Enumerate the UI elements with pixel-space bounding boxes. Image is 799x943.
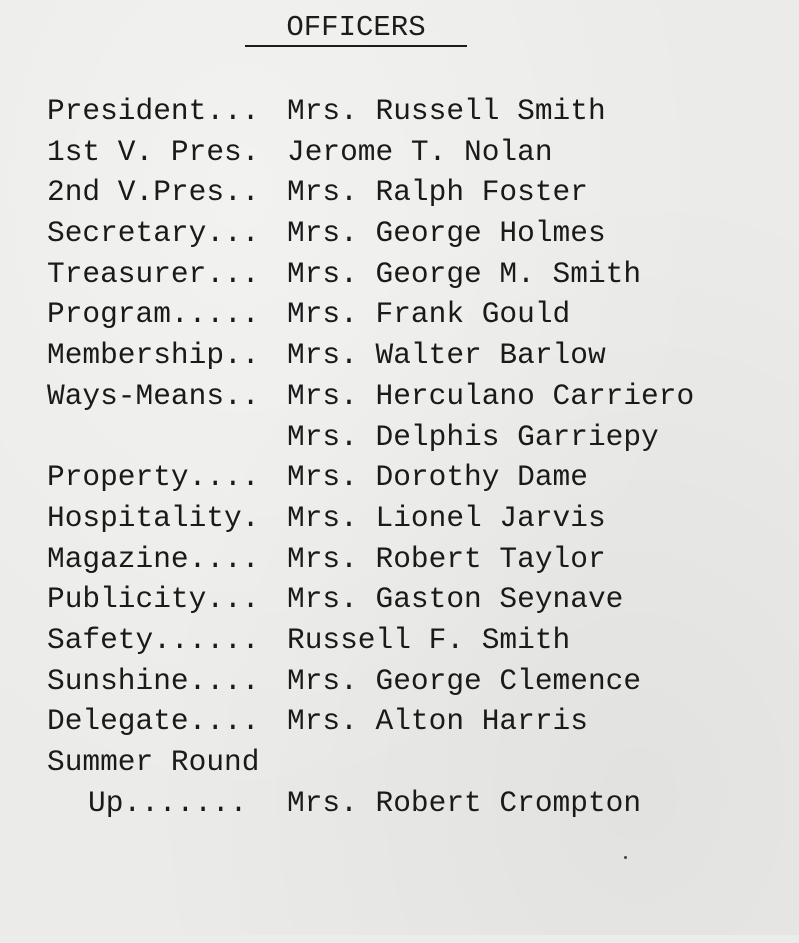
officer-row-program [47, 294, 787, 335]
officers-list [47, 91, 787, 823]
officer-name: Mrs. George M. Smith [287, 256, 642, 291]
officer-row-safety [47, 620, 787, 661]
paper-speck [624, 856, 627, 859]
officer-name: Mrs. Ralph Foster [287, 175, 588, 210]
officer-name: Mrs. Gaston Seynave [287, 582, 624, 617]
officer-row-sunshine [47, 661, 787, 702]
officer-row-membership [47, 335, 787, 376]
office-title: 1st V. Pres. [47, 134, 260, 169]
officer-row-hospitality [47, 498, 787, 539]
officer-row-delegate [47, 701, 787, 742]
office-title: Program..... [47, 297, 260, 332]
office-title: Treasurer... [47, 256, 260, 291]
office-title: President... [47, 94, 260, 128]
officer-row-secretary [47, 213, 787, 254]
officer-name: Mrs. Walter Barlow [287, 338, 606, 373]
officer-row-magazine [47, 539, 787, 580]
office-title: Hospitality. [47, 500, 260, 535]
office-title: Magazine.... [47, 541, 260, 576]
office-title: Sunshine.... [47, 663, 260, 698]
office-title: Safety...... [47, 622, 260, 657]
officer-name: Mrs. Lionel Jarvis [287, 500, 606, 535]
officer-row-summer-round [47, 742, 787, 783]
officer-name: Mrs. Robert Taylor [287, 541, 606, 576]
officer-name: Mrs. Robert Crompton [287, 785, 642, 820]
office-title: Secretary... [47, 216, 260, 251]
office-title: Membership.. [47, 338, 260, 373]
office-title: Ways-Means.. [47, 378, 260, 413]
officer-name: Mrs. George Holmes [287, 216, 606, 251]
officer-row-summer-round-up [47, 783, 787, 824]
officer-row-second-vice-president [47, 172, 787, 213]
office-title: Delegate.... [47, 704, 260, 739]
officer-row-property [47, 457, 787, 498]
officer-name: Mrs. Russell Smith [287, 94, 606, 128]
officer-row-ways-means [47, 376, 787, 417]
heading-block [245, 12, 467, 44]
officer-name: Mrs. Herculano Carriero [287, 378, 695, 413]
page-title: OFFICERS [286, 11, 426, 44]
officer-name: Mrs. Dorothy Dame [287, 460, 588, 495]
officer-name: Russell F. Smith [287, 622, 571, 657]
officer-name: Mrs. Alton Harris [287, 704, 588, 739]
officer-name: Mrs. Frank Gould [287, 297, 571, 332]
officer-name: Jerome T. Nolan [287, 134, 553, 169]
officer-row-publicity [47, 579, 787, 620]
officer-name: Mrs. George Clemence [287, 663, 642, 698]
office-title: Property.... [47, 460, 260, 495]
office-title: 2nd V.Pres.. [47, 175, 260, 210]
officer-row-treasurer [47, 254, 787, 295]
office-title: Up....... [88, 785, 248, 820]
officer-row-first-vice-president [47, 132, 787, 173]
officer-row-president [47, 91, 787, 132]
office-title: Publicity... [47, 582, 260, 617]
officer-row-ways-means-second [47, 417, 787, 458]
title-underline [245, 45, 467, 47]
office-title: Summer Round [47, 745, 260, 779]
officer-name: Mrs. Delphis Garriepy [287, 419, 659, 454]
